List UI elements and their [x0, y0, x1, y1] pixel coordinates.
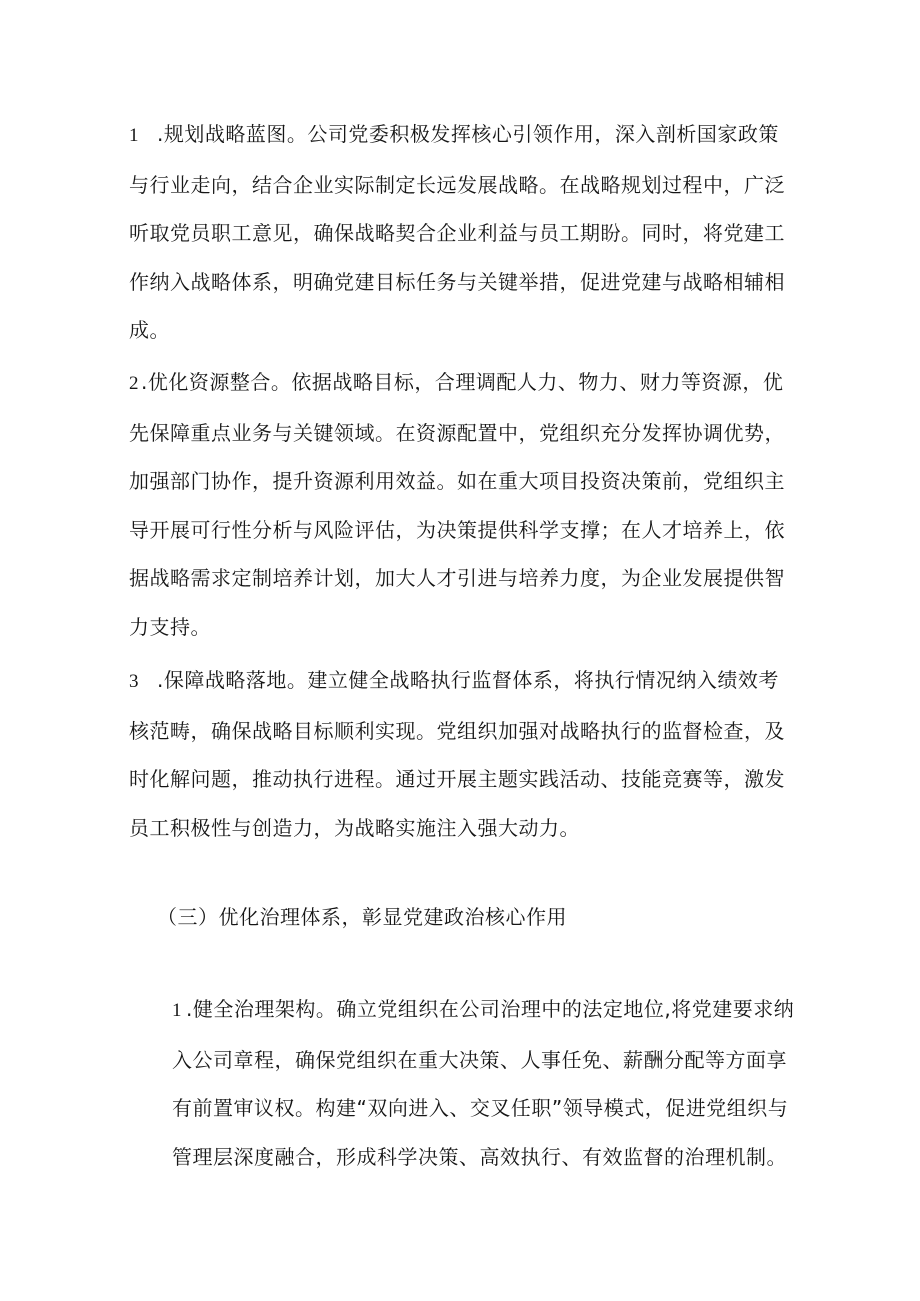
paragraph-governance-structure: [172, 985, 802, 1181]
paragraph-text: .优化资源整合。依据战略目标，合理调配人力、物力、财力等资源，优先保障重点业务与关键领域。在资源配置中，党组织充分发挥协调优势，加强部门协作，提升资源利用效益。如在重大项目投资决策前，党组织主导开展可行性分析与风险评估，为决策提供科学支撑；在人才培养上，依据战略需求定制培养计划，加大人才引进与培养力度，为企业发展提供智力支持。: [129, 370, 785, 639]
paragraph-text: .健全治理架构。确立党组织在公司治理中的法定地位,将党建要求纳入公司章程，确保党组织在重大决策、人事任免、薪酬分配等方面享有前置审议权。构建“双向进入、交叉任职”领导模式，促进党组织与管理层深度融合，形成科学决策、高效执行、有效监督的治理机制。: [172, 997, 795, 1169]
list-marker: 1: [172, 1000, 182, 1021]
section-heading: （三）优化治理体系，彰显党建政治核心作用: [157, 905, 567, 929]
paragraph-text: .保障战略落地。建立健全战略执行监督体系，将执行情况纳入绩效考核范畴，确保战略目标顺利实现。党组织加强对战略执行的监督检查，及时化解问题，推动执行进程。通过开展主题实践活动、技能竞赛等，激发员工积极性与创造力，为战略实施注入强大动力。: [129, 668, 785, 840]
list-marker: 1: [129, 125, 139, 146]
paragraph-text: .规划战略蓝图。公司党委积极发挥核心引领作用，深入剖析国家政策与行业走向，结合企业实际制定长远发展战略。在战略规划过程中，广泛听取党员职工意见，确保战略契合企业利益与员工期盼。同时，将党建工作纳入战略体系，明确党建目标任务与关键举措，促进党建与战略相辅相成。: [129, 122, 785, 342]
list-marker: 2: [129, 373, 139, 394]
paragraph-plan-strategy: [129, 110, 789, 355]
paragraph-optimize-resources: [129, 358, 789, 651]
paragraph-ensure-implementation: [129, 656, 789, 852]
list-marker: 3: [129, 671, 139, 692]
